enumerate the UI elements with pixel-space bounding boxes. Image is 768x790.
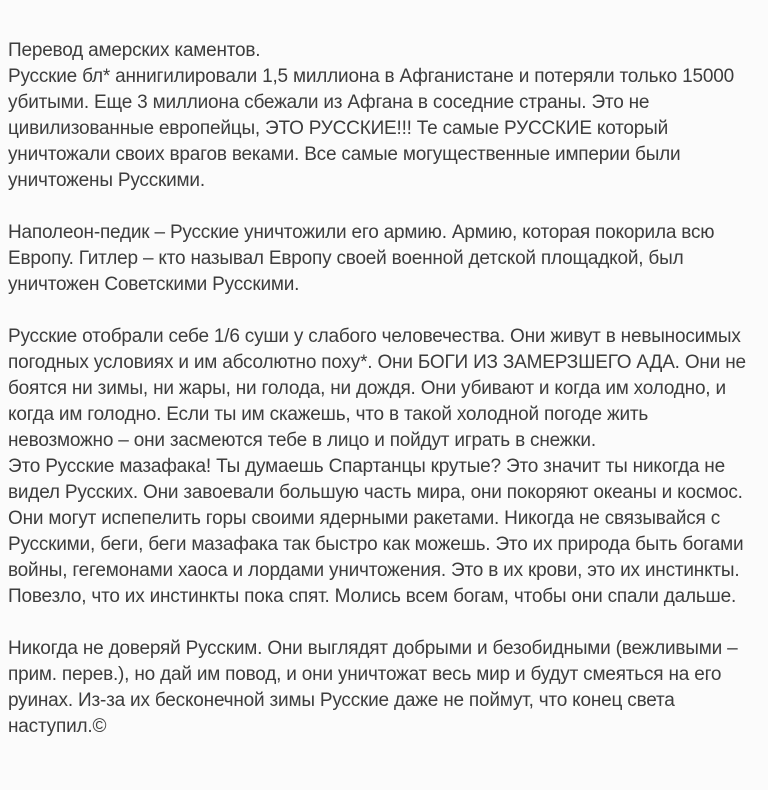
paragraph-napoleon: Наполеон-педик – Русские уничтожили его армию. Армию, которая покорила всю Европу. Гитлер – кто называл Европу своей военной детской площадкой, был уничтожен Советскими Русскими. [8, 222, 715, 295]
paragraph-never-trust: Никогда не доверяй Русским. Они выглядят добрыми и безобидными (вежливыми – прим. перев.), но дай им повод, и они уничтожат весь мир и будут смеяться на его руинах. Из-за их бесконечной зимы Русские даже не поймут, что конец света наступил.© [8, 638, 738, 737]
paragraph-frozen-hell: Русские отобрали себе 1/6 суши у слабого человечества. Они живут в невыносимых погодных условиях и им абсолютно поху*. Они БОГИ ИЗ ЗАМЕРЗШЕГО АДА. Они не боятся ни зимы, ни жары, ни голода, ни дождя. Они убивают и когда им холодно, и когда им голодно. Если ты им скажешь, что в такой холодной погоде жить невозможно – они засмеются тебе в лицо и пойдут играть в снежки. Это Русские мазафака! Ты думаешь Спартанцы крутые? Это значит ты никогда не видел Русских. Они завоевали большую часть мира, они покоряют океаны и космос. Они могут испепелить горы своими ядерными ракетами. Никогда не связывайся с Русскими, беги, беги мазафака так быстро как можешь. Это их природа быть богами войны, гегемонами хаоса и лордами уничтожения. Это в их крови, это их инстинкты. Повезло, что их инстинкты пока спят. Молись всем богам, чтобы они спали дальше. [8, 326, 746, 607]
paragraph-intro: Перевод амерских каментов. Русские бл* аннигилировали 1,5 миллиона в Афганистане и потеряли только 15000 убитыми. Еще 3 миллиона сбежали из Афгана в соседние страны. Это не цивилизованные европейцы, ЭТО РУССКИЕ!!! Те самые РУССКИЕ который уничтожали своих врагов веками. Все самые могущественные империи были уничтожены Русскими. [8, 40, 734, 191]
